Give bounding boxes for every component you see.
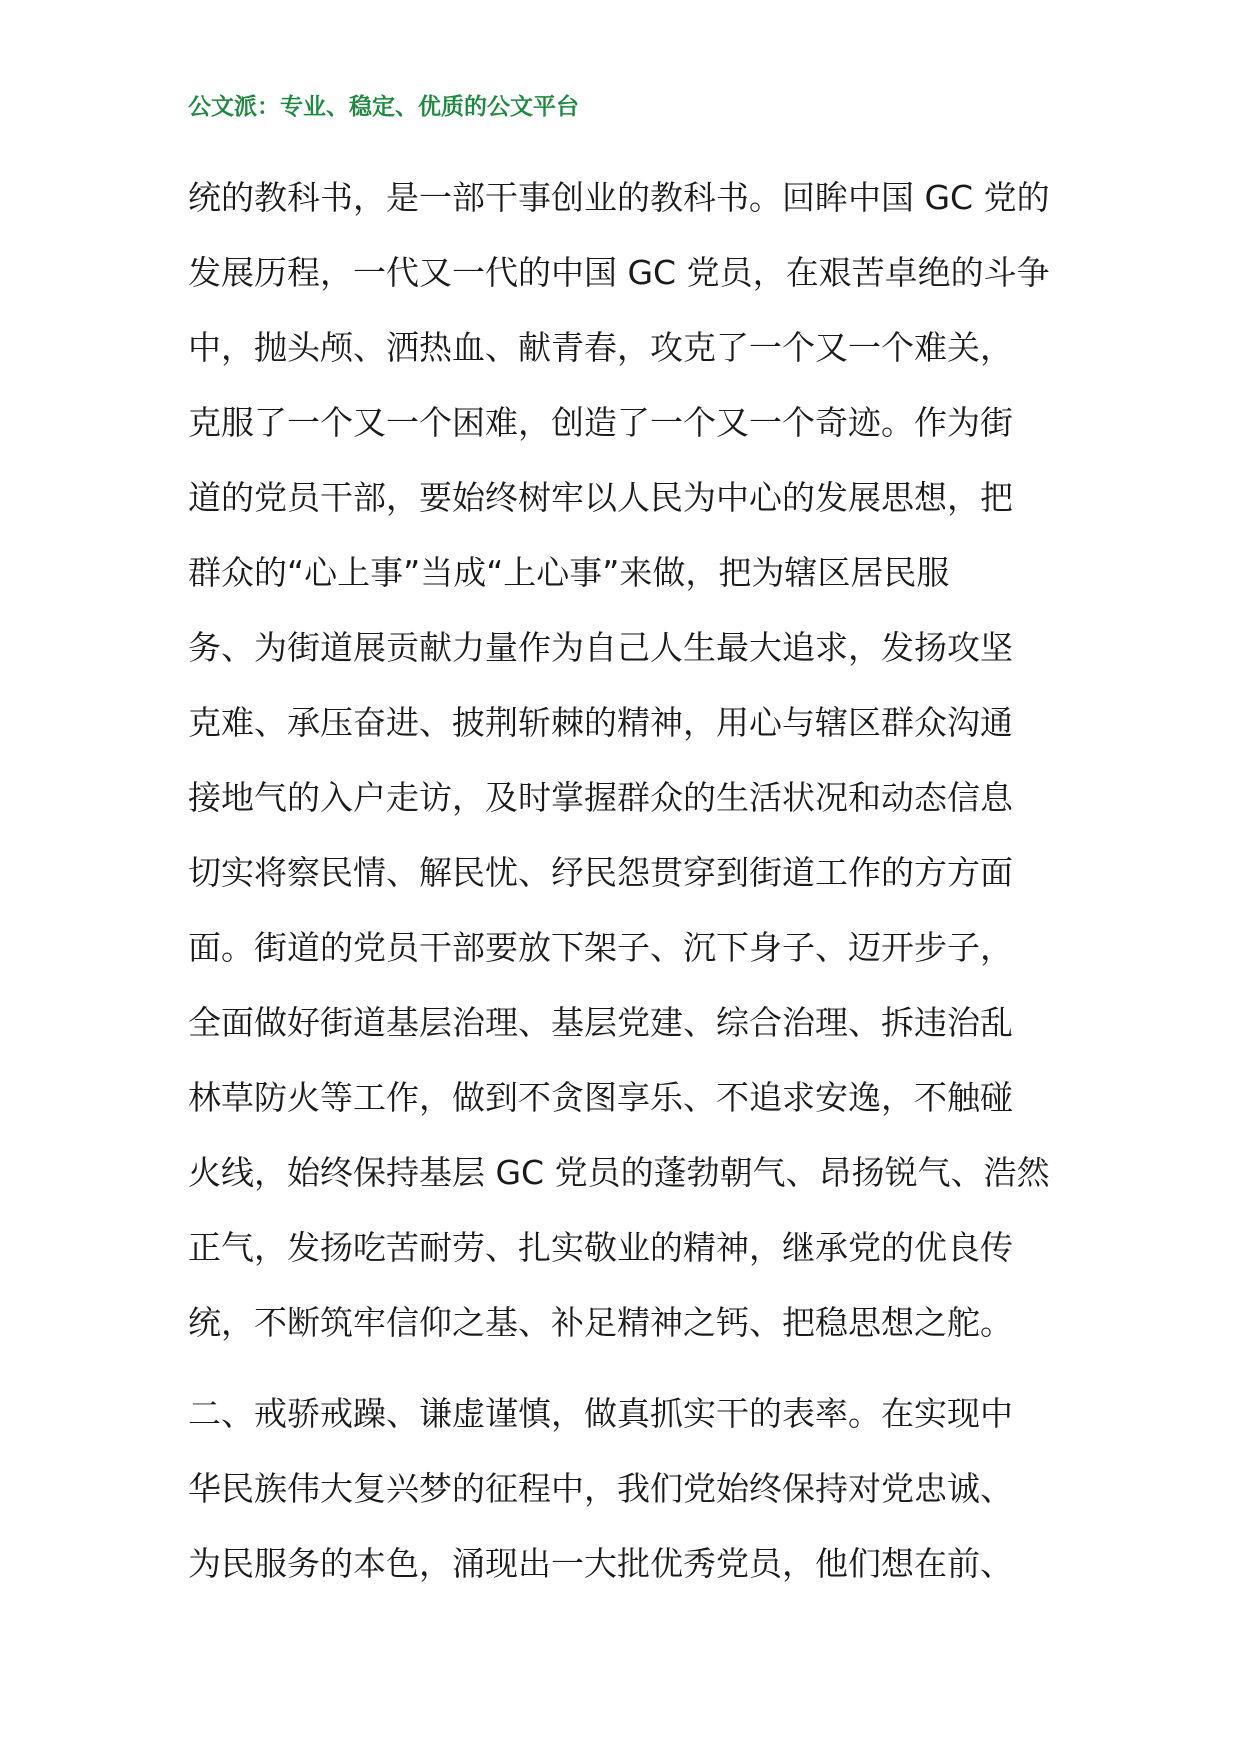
text-line: 为民服务的本色，涌现出一大批优秀党员，他们想在前、 xyxy=(188,1544,1013,1583)
text-line: 统的教科书，是一部干事创业的教科书。回眸中国 GC 党的 xyxy=(188,178,1050,217)
paragraph xyxy=(188,168,1068,1368)
text-line: 接地气的入户走访，及时掌握群众的生活状况和动态信息 xyxy=(188,778,1013,817)
text-line: 群众的“心上事”当成“上心事”来做，把为辖区居民服 xyxy=(188,553,950,592)
text-line: 正气，发扬吃苦耐劳、扎实敬业的精神，继承党的优良传 xyxy=(188,1228,1013,1267)
text-line: 统，不断筑牢信仰之基、补足精神之钙、把稳思想之舵。 xyxy=(188,1303,1013,1342)
text-line: 华民族伟大复兴梦的征程中，我们党始终保持对党忠诚、 xyxy=(188,1469,1013,1508)
text-line: 道的党员干部，要始终树牢以人民为中心的发展思想，把 xyxy=(188,478,1013,517)
text-line: 务、为街道展贡献力量作为自己人生最大追求，发扬攻坚 xyxy=(188,628,1013,667)
site-header-title: 公文派：专业、稳定、优质的公文平台 xyxy=(188,94,579,120)
paragraph xyxy=(188,1384,1068,1609)
text-line: 林草防火等工作，做到不贪图享乐、不追求安逸，不触碰 xyxy=(188,1078,1013,1117)
text-line: 发展历程，一代又一代的中国 GC 党员，在艰苦卓绝的斗争 xyxy=(188,253,1050,292)
text-line: 二、戒骄戒躁、谦虚谨慎，做真抓实干的表率。在实现中 xyxy=(188,1394,1013,1433)
text-line: 克服了一个又一个困难，创造了一个又一个奇迹。作为街 xyxy=(188,403,1013,442)
paragraph-gap xyxy=(188,1368,1068,1384)
text-line: 克难、承压奋进、披荆斩棘的精神，用心与辖区群众沟通 xyxy=(188,703,1013,742)
document-body xyxy=(188,168,1068,1609)
text-line: 火线，始终保持基层 GC 党员的蓬勃朝气、昂扬锐气、浩然 xyxy=(188,1153,1050,1192)
text-line: 中，抛头颅、洒热血、献青春，攻克了一个又一个难关， xyxy=(188,328,1013,367)
text-line: 切实将察民情、解民忧、纾民怨贯穿到街道工作的方方面 xyxy=(188,853,1013,892)
text-line: 全面做好街道基层治理、基层党建、综合治理、拆违治乱 xyxy=(188,1003,1013,1042)
text-line: 面。街道的党员干部要放下架子、沉下身子、迈开步子， xyxy=(188,928,1013,967)
